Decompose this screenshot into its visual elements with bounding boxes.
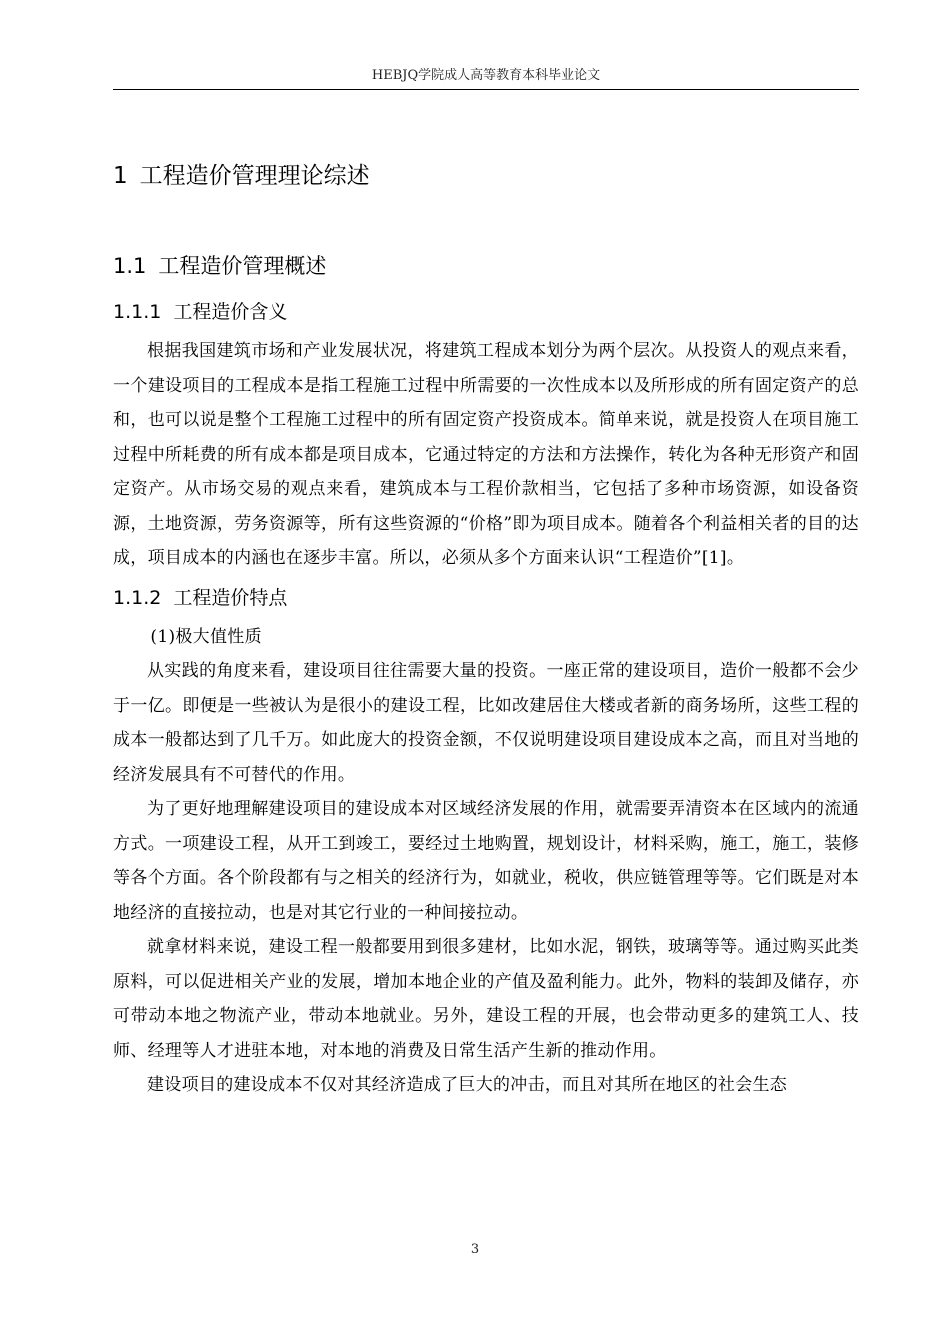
- header-divider: [113, 89, 859, 90]
- paragraph: 根据我国建筑市场和产业发展状况，将建筑工程成本划分为两个层次。从投资人的观点来看，一个建设项目的工程成本是指工程施工过程中所需要的一次性成本以及所形成的所有固定资产的总和，也可以说是整个工程施工过程中的所有固定资产投资成本。简单来说，就是投资人在项目施工过程中所耗费的所有成本都是项目成本，它通过特定的方法和方法操作，转化为各种无形资产和固定资产。从市场交易的观点来看，建筑成本与工程价款相当，它包括了多种市场资源，如设备资源，土地资源，劳务资源等，所有这些资源的“价格”即为项目成本。随着各个利益相关者的目的达成，项目成本的内涵也在逐步丰富。所以，必须从多个方面来认识“工程造价”[1]。: [113, 341, 859, 568]
- subsection-title: 工程造价特点: [173, 586, 288, 609]
- chapter-number: 1: [113, 163, 128, 189]
- subsection-number: 1.1.2: [113, 586, 162, 609]
- page-body: [113, 150, 859, 1103]
- list-item-heading: (1)极大值性质: [150, 626, 262, 647]
- subsection-heading-features: [113, 578, 859, 618]
- paragraph: 就拿材料来说，建设工程一般都要用到很多建材，比如水泥，钢铁，玻璃等等。通过购买此类原料，可以促进相关产业的发展，增加本地企业的产值及盈利能力。此外，物料的装卸及储存，亦可带动本地之物流产业，带动本地就业。另外，建设工程的开展，也会带动更多的建筑工人、技师、经理等人才进驻本地，对本地的消费及日常生活产生新的推动作用。: [113, 937, 859, 1061]
- subsection-number: 1.1.1: [113, 301, 162, 323]
- section-number: 1.1: [113, 254, 147, 278]
- chapter-title: 工程造价管理理论综述: [139, 163, 370, 189]
- subsection-heading-meaning: [113, 292, 859, 332]
- paragraph: 建设项目的建设成本不仅对其经济造成了巨大的冲击，而且对其所在地区的社会生态: [147, 1075, 788, 1095]
- subsection-title: 工程造价含义: [173, 301, 288, 323]
- chapter-heading: [113, 150, 859, 202]
- paragraph: 从实践的角度来看，建设项目往往需要大量的投资。一座正常的建设项目，造价一般都不会少于一亿。即便是一些被认为是很小的建设工程，比如改建居住大楼或者新的商务场所，这些工程的成本一般都达到了几千万。如此庞大的投资金额，不仅说明建设项目建设成本之高，而且对当地的经济发展具有不可替代的作用。: [113, 661, 859, 785]
- paragraph: 为了更好地理解建设项目的建设成本对区域经济发展的作用，就需要弄清资本在区域内的流通方式。一项建设工程，从开工到竣工，要经过土地购置，规划设计，材料采购，施工，施工，装修等各个方面。各个阶段都有与之相关的经济行为，如就业，税收，供应链管理等等。它们既是对本地经济的直接拉动，也是对其它行业的一种间接拉动。: [113, 799, 859, 923]
- page-number: 3: [470, 1242, 480, 1257]
- section-title: 工程造价管理概述: [158, 254, 327, 278]
- page-header: HEBJQ学院成人高等教育本科毕业论文: [371, 68, 601, 83]
- section-heading: [113, 244, 859, 288]
